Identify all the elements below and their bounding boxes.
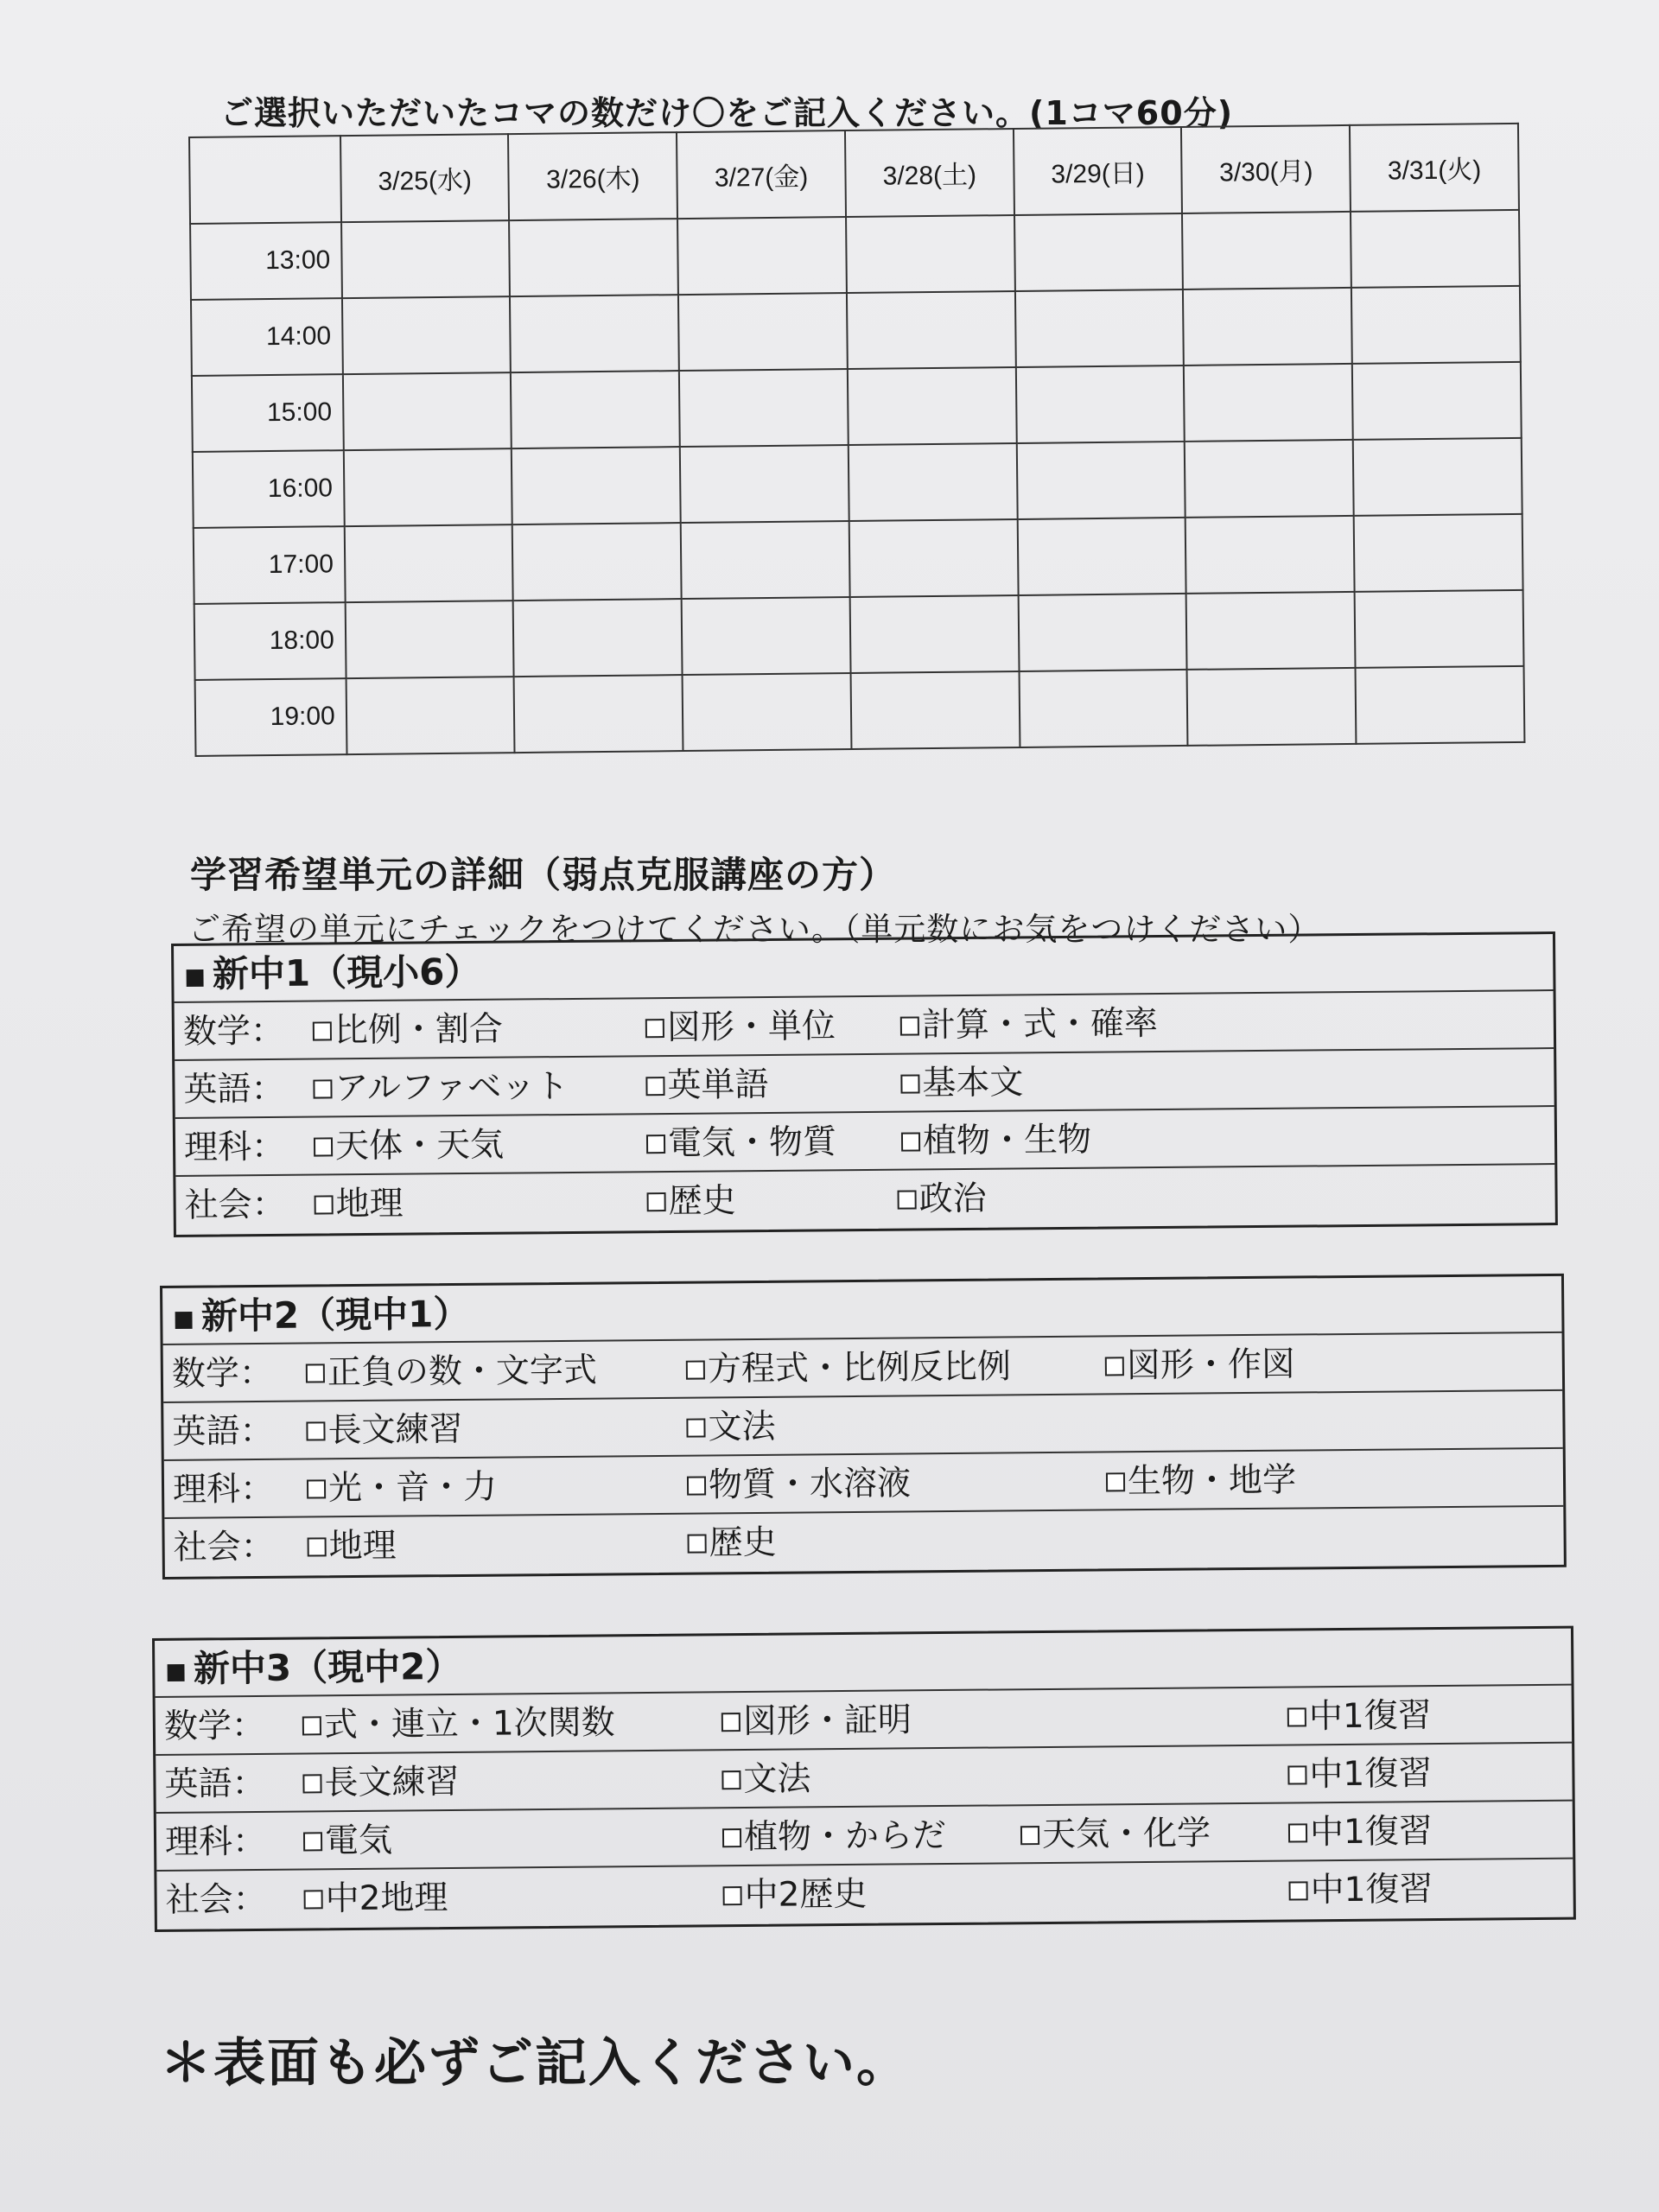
unit-option[interactable] <box>646 1172 736 1230</box>
slot-cell[interactable] <box>1187 668 1357 746</box>
unit-option-label: 中2地理 <box>325 1878 448 1919</box>
schedule-row <box>191 286 1521 376</box>
unit-option-label: 植物・生物 <box>922 1120 1092 1161</box>
unit-option[interactable] <box>303 1812 393 1871</box>
slot-cell[interactable] <box>1353 438 1522 516</box>
unit-option-label: 天体・天気 <box>334 1125 505 1166</box>
unit-option[interactable] <box>1105 1336 1296 1395</box>
unit-option-label: 長文練習 <box>324 1762 460 1803</box>
unit-option-label: アルファベット <box>334 1066 569 1109</box>
square-bullet-icon: ■ <box>173 1306 195 1332</box>
slot-cell[interactable] <box>344 448 513 526</box>
subject-label: 数学： <box>171 1353 274 1394</box>
slot-cell[interactable] <box>1014 213 1184 291</box>
unit-option[interactable] <box>1106 1452 1297 1511</box>
unit-option[interactable] <box>687 1514 777 1573</box>
time-label: 18:00 <box>194 602 346 680</box>
schedule-title: ご選択いただいたコマの数だけ〇をご記入ください。(1コマ60分) <box>220 94 1234 132</box>
unit-option[interactable] <box>721 1750 811 1808</box>
checkbox-icon[interactable] <box>687 1476 706 1495</box>
checkbox-icon[interactable] <box>721 1770 741 1789</box>
subject-label: 理科： <box>183 1127 286 1167</box>
checkbox-icon[interactable] <box>304 1890 323 1909</box>
unit-option-label: 中1復習 <box>1309 1812 1433 1853</box>
slot-cell[interactable] <box>341 220 511 298</box>
grade-section-new-jh3 <box>152 1626 1576 1932</box>
unit-option-label: 比例・割合 <box>334 1009 504 1051</box>
schedule-table <box>188 123 1525 757</box>
day-header: 3/30(月) <box>1181 125 1351 213</box>
unit-option[interactable] <box>307 1459 498 1518</box>
unit-option-label: 中1復習 <box>1310 1870 1433 1910</box>
unit-option-label: 正負の数・文字式 <box>327 1351 598 1393</box>
slot-cell[interactable] <box>1018 594 1187 671</box>
slot-cell[interactable] <box>850 595 1020 673</box>
day-header: 3/28(土) <box>845 129 1014 217</box>
checkbox-icon[interactable] <box>307 1479 326 1498</box>
unit-option-label: 文法 <box>708 1407 776 1447</box>
checkbox-icon[interactable] <box>313 1079 332 1098</box>
checkbox-icon[interactable] <box>1287 1765 1306 1784</box>
slot-cell[interactable] <box>345 601 514 678</box>
unit-option[interactable] <box>314 1175 404 1234</box>
slot-cell[interactable] <box>849 443 1018 521</box>
unit-option[interactable] <box>1288 1860 1433 1919</box>
slot-cell[interactable] <box>1186 592 1356 670</box>
unit-option-label: 地理 <box>335 1184 404 1224</box>
slot-cell[interactable] <box>1183 288 1352 365</box>
checkbox-icon[interactable] <box>688 1534 707 1553</box>
subject-label: 理科： <box>172 1469 275 1510</box>
unit-option-label: 図形・作図 <box>1126 1344 1296 1386</box>
slot-cell[interactable] <box>1019 670 1188 747</box>
subject-label: 英語： <box>172 1411 274 1452</box>
slot-cell[interactable] <box>342 296 512 374</box>
unit-option[interactable] <box>722 1866 867 1924</box>
unit-option-label: 歴史 <box>668 1181 736 1221</box>
unit-option-label: 図形・証明 <box>742 1700 912 1742</box>
unit-option-label: 方程式・比例反比例 <box>707 1347 1012 1389</box>
checkbox-icon[interactable] <box>1289 1881 1308 1900</box>
subject-row <box>156 1859 1573 1929</box>
unit-option[interactable] <box>302 1694 615 1754</box>
unit-option[interactable] <box>900 1053 1024 1112</box>
unit-option[interactable] <box>1288 1802 1433 1861</box>
slot-cell[interactable] <box>1351 286 1521 364</box>
slot-cell[interactable] <box>511 371 680 448</box>
subject-label: 理科： <box>164 1821 267 1862</box>
unit-option-label: 式・連立・1次関数 <box>323 1703 615 1745</box>
slot-cell[interactable] <box>677 217 847 295</box>
schedule-row <box>194 514 1523 604</box>
slot-cell[interactable] <box>513 599 683 677</box>
slot-cell[interactable] <box>514 675 683 753</box>
slot-cell[interactable] <box>1185 516 1355 594</box>
unit-option-label: 中2歴史 <box>744 1874 868 1916</box>
unit-option[interactable] <box>302 1753 460 1813</box>
checkbox-icon[interactable] <box>645 1077 664 1096</box>
slot-cell[interactable] <box>346 677 515 754</box>
day-header: 3/25(水) <box>340 134 510 222</box>
checkbox-icon[interactable] <box>721 1713 741 1732</box>
checkbox-icon[interactable] <box>302 1716 321 1735</box>
unit-option-label: 長文練習 <box>327 1409 463 1451</box>
subject-row <box>164 1507 1564 1577</box>
unit-option-label: 植物・からだ <box>743 1815 947 1858</box>
unit-option-label: 光・音・力 <box>327 1467 498 1509</box>
subject-label: 数学： <box>182 1011 285 1052</box>
checkbox-icon[interactable] <box>315 1195 334 1214</box>
checkbox-icon[interactable] <box>302 1774 321 1793</box>
unit-option-label: 英単語 <box>667 1065 769 1105</box>
slot-cell[interactable] <box>512 447 681 524</box>
slot-cell[interactable] <box>510 219 679 296</box>
schedule-row <box>190 210 1520 300</box>
unit-option-label: 地理 <box>328 1526 397 1567</box>
subject-label: 社会： <box>184 1185 286 1225</box>
subject-label: 社会： <box>173 1527 275 1567</box>
checkbox-icon[interactable] <box>313 1021 332 1040</box>
unit-option[interactable] <box>313 1001 504 1060</box>
unit-option[interactable] <box>1020 1804 1211 1864</box>
slot-cell[interactable] <box>682 597 851 675</box>
slot-cell[interactable] <box>1015 289 1185 367</box>
slot-cell[interactable] <box>1355 590 1524 668</box>
checkbox-icon[interactable] <box>1288 1823 1307 1842</box>
checkbox-icon[interactable] <box>1020 1826 1039 1845</box>
subject-label: 数学： <box>163 1706 266 1746</box>
checkbox-icon[interactable] <box>898 1190 917 1209</box>
schedule-row <box>195 666 1525 756</box>
unit-option-label: 中1復習 <box>1309 1754 1433 1795</box>
day-header: 3/29(日) <box>1014 127 1183 215</box>
slot-cell[interactable] <box>1351 210 1520 288</box>
unit-option-label: 文法 <box>743 1759 811 1800</box>
checkbox-icon[interactable] <box>646 1135 665 1154</box>
grade-section-new-jh2 <box>160 1274 1567 1580</box>
slot-cell[interactable] <box>1182 212 1351 289</box>
slot-cell[interactable] <box>680 445 849 523</box>
checkbox-icon[interactable] <box>901 1132 920 1151</box>
unit-option-label: 物質・水溶液 <box>708 1464 912 1505</box>
checkbox-icon[interactable] <box>306 1421 325 1440</box>
slot-cell[interactable] <box>847 291 1016 369</box>
time-label: 13:00 <box>190 222 342 300</box>
time-label: 19:00 <box>195 678 347 756</box>
square-bullet-icon: ■ <box>165 1658 188 1685</box>
unit-option[interactable] <box>1287 1745 1432 1803</box>
day-header: 3/27(金) <box>677 130 846 219</box>
checkbox-icon[interactable] <box>900 1074 919 1093</box>
slot-cell[interactable] <box>1017 518 1186 595</box>
time-label: 16:00 <box>193 450 345 528</box>
unit-option[interactable] <box>314 1116 505 1176</box>
grade-heading: ■ 新中3（現中2） <box>155 1629 1572 1698</box>
unit-option-label: 中1復習 <box>1308 1696 1432 1737</box>
slot-cell[interactable] <box>846 215 1015 293</box>
slot-cell[interactable] <box>1016 365 1185 443</box>
checkbox-icon[interactable] <box>1105 1357 1124 1376</box>
checkbox-icon[interactable] <box>686 1418 705 1437</box>
checkbox-icon[interactable] <box>900 1016 919 1035</box>
unit-option[interactable] <box>687 1454 912 1514</box>
slot-cell[interactable] <box>512 523 682 601</box>
checkbox-icon[interactable] <box>723 1886 742 1905</box>
slot-cell[interactable] <box>343 372 512 450</box>
footer-note: ＊表面も必ずご記入ください。 <box>160 2033 910 2094</box>
unit-option[interactable] <box>306 1401 463 1460</box>
unit-option[interactable] <box>722 1807 947 1866</box>
slot-cell[interactable] <box>1185 440 1354 518</box>
slot-cell[interactable] <box>849 519 1019 597</box>
unit-option[interactable] <box>1287 1687 1432 1745</box>
checkbox-icon[interactable] <box>1287 1707 1306 1726</box>
checkbox-icon[interactable] <box>722 1828 741 1847</box>
day-header: 3/31(火) <box>1350 124 1519 212</box>
checkbox-icon[interactable] <box>303 1832 322 1851</box>
subject-label: 英語： <box>183 1069 285 1109</box>
square-bullet-icon: ■ <box>184 963 207 990</box>
unit-option[interactable] <box>303 1869 448 1928</box>
schedule-row <box>194 590 1524 680</box>
slot-cell[interactable] <box>678 293 848 371</box>
slot-cell[interactable] <box>1356 666 1525 744</box>
checkbox-icon[interactable] <box>314 1137 333 1156</box>
slot-cell[interactable] <box>1184 364 1353 442</box>
checkbox-icon[interactable] <box>308 1537 327 1556</box>
unit-option[interactable] <box>897 1170 987 1229</box>
unit-option[interactable] <box>645 997 836 1057</box>
grade-section-new-jh1 <box>171 931 1558 1237</box>
slot-cell[interactable] <box>851 671 1020 749</box>
unit-option[interactable] <box>313 1058 569 1118</box>
corner-cell <box>189 136 341 224</box>
unit-option[interactable] <box>307 1517 397 1576</box>
unit-option[interactable] <box>901 1111 1092 1171</box>
slot-cell[interactable] <box>510 295 679 372</box>
grade-heading: ■ 新中1（現小6） <box>174 934 1554 1003</box>
slot-cell[interactable] <box>1352 362 1522 440</box>
unit-option-label: 基本文 <box>922 1063 1024 1103</box>
schedule-row <box>192 362 1522 452</box>
time-label: 15:00 <box>192 374 344 452</box>
time-label: 14:00 <box>191 298 343 376</box>
subject-row <box>175 1165 1555 1235</box>
grade-heading: ■ 新中2（現中1） <box>162 1276 1562 1345</box>
slot-cell[interactable] <box>679 369 849 447</box>
unit-option-label: 電気・物質 <box>667 1122 837 1163</box>
slot-cell[interactable] <box>681 521 850 599</box>
subject-label: 英語： <box>164 1764 266 1804</box>
checkbox-icon[interactable] <box>1106 1472 1125 1491</box>
unit-option[interactable] <box>645 1056 769 1115</box>
unit-option-label: 歴史 <box>709 1522 777 1563</box>
checkbox-icon[interactable] <box>686 1360 705 1379</box>
day-header: 3/26(木) <box>508 132 677 220</box>
checkbox-icon[interactable] <box>647 1192 666 1211</box>
units-instruction: ご希望の単元にチェックをつけてください。（単元数にお気をつけください） <box>188 911 1321 948</box>
slot-cell[interactable] <box>848 367 1017 445</box>
unit-option[interactable] <box>686 1398 776 1457</box>
unit-option[interactable] <box>686 1338 1012 1398</box>
slot-cell[interactable] <box>344 524 513 602</box>
unit-option[interactable] <box>721 1691 912 1751</box>
unit-option-label: 天気・化学 <box>1041 1814 1211 1855</box>
slot-cell[interactable] <box>683 673 852 751</box>
unit-option[interactable] <box>646 1113 837 1173</box>
slot-cell[interactable] <box>1354 514 1523 592</box>
schedule-header-row <box>189 124 1519 224</box>
checkbox-icon[interactable] <box>306 1363 325 1382</box>
unit-option-label: 生物・地学 <box>1127 1460 1297 1502</box>
subject-label: 社会： <box>165 1879 267 1920</box>
checkbox-icon[interactable] <box>645 1019 664 1038</box>
unit-option-label: 政治 <box>918 1179 987 1219</box>
unit-option-label: 計算・式・確率 <box>921 1004 1159 1046</box>
slot-cell[interactable] <box>1016 442 1185 519</box>
unit-option[interactable] <box>306 1342 598 1402</box>
unit-option[interactable] <box>900 995 1159 1055</box>
time-label: 17:00 <box>194 526 346 604</box>
unit-option-label: 図形・単位 <box>666 1007 836 1047</box>
schedule-row <box>193 438 1522 528</box>
units-title: 学習希望単元の詳細（弱点克服講座の方） <box>190 854 897 896</box>
unit-option-label: 電気 <box>324 1821 393 1861</box>
